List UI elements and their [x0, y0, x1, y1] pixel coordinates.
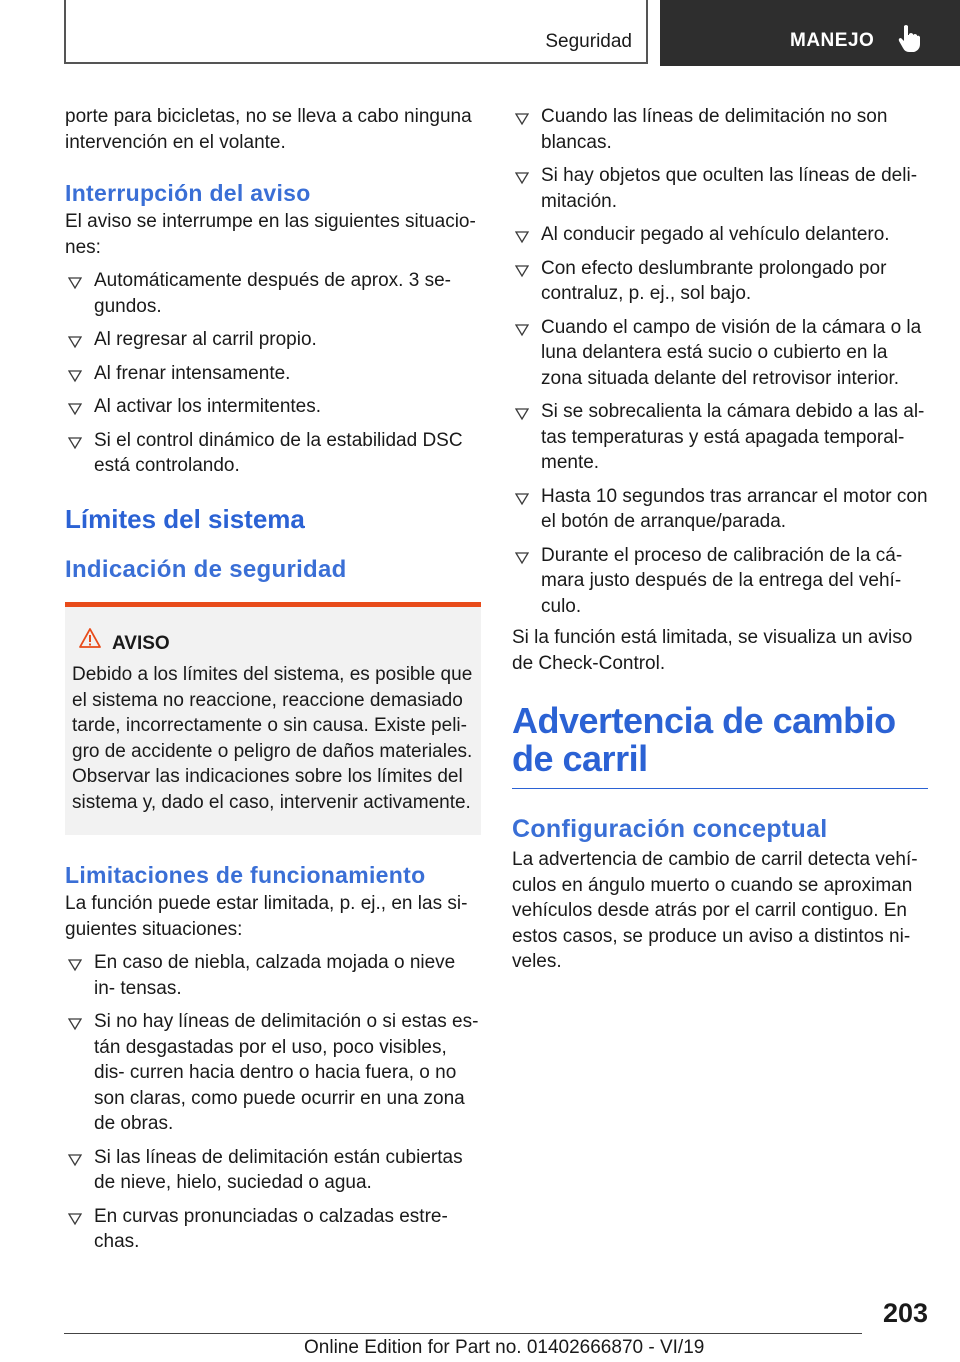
triangle-bullet-icon	[515, 226, 529, 252]
chapter-tab-label: MANEJO	[790, 30, 875, 51]
header-chapter-tab[interactable]	[660, 0, 960, 66]
limitaciones-list	[65, 950, 481, 1255]
warning-text: Debido a los límites del sistema, es posible que el sistema no reaccione, reaccione demasiado tarde, incorrectamente o sin causa. Existe peli‐ gro de accidente o peligro de daños materiales. Observar las indicaciones sobre los límites del sistema y, dado el caso, intervenir activamente.	[72, 664, 473, 813]
list-item: Si hay objetos que oculten las líneas de deli‐ mitación.	[512, 163, 928, 214]
list-item: Si el control dinámico de la estabilidad DSC está controlando.	[65, 428, 481, 479]
list-item: Durante el proceso de calibración de la cá‐ mara justo después de la entrega del vehí‐ culo.	[512, 543, 928, 620]
triangle-bullet-icon	[515, 260, 529, 286]
heading-rule	[512, 788, 928, 789]
interrupcion-list	[65, 268, 481, 479]
list-item: Si se sobrecalienta la cámara debido a las al‐ tas temperaturas y está apagada temporal‐ mente.	[512, 399, 928, 476]
triangle-bullet-icon	[68, 1149, 82, 1175]
heading-indicacion: Indicación de seguridad	[65, 555, 347, 583]
triangle-bullet-icon	[68, 398, 82, 424]
list-item: En curvas pronunciadas o calzadas estre‐ chas.	[65, 1204, 481, 1255]
list-item: Al frenar intensamente.	[65, 361, 481, 387]
triangle-bullet-icon	[68, 1208, 82, 1234]
triangle-bullet-icon	[515, 547, 529, 573]
list-item: Hasta 10 segundos tras arrancar el motor con el botón de arranque/parada.	[512, 484, 928, 535]
left-column	[65, 104, 481, 1255]
triangle-bullet-icon	[515, 108, 529, 134]
limit-note: Si la función está limitada, se visualiza un aviso de Check-Control.	[512, 627, 913, 674]
triangle-bullet-icon	[68, 272, 82, 298]
list-item: Al regresar al carril propio.	[65, 327, 481, 353]
limitaciones-text: La función puede estar limitada, p. ej., en las si‐ guientes situaciones:	[65, 893, 468, 940]
footer-rule	[64, 1333, 862, 1334]
configuracion-text: La advertencia de cambio de carril detecta vehí‐ culos en ángulo muerto o cuando se aproximan vehículos desde atrás por el carril contiguo. En estos casos, se produce un aviso a distintos ni‐ veles.	[512, 849, 918, 972]
list-item: Al activar los intermitentes.	[65, 394, 481, 420]
list-item: Cuando las líneas de delimitación no son blancas.	[512, 104, 928, 155]
list-item: Si las líneas de delimitación están cubiertas de nieve, hielo, suciedad o agua.	[65, 1145, 481, 1196]
list-item: Al conducir pegado al vehículo delantero.	[512, 222, 928, 248]
heading-interrupcion: Interrupción del aviso	[65, 180, 311, 206]
triangle-bullet-icon	[68, 1013, 82, 1039]
heading-configuracion: Configuración conceptual	[512, 815, 828, 843]
header-section-label: Seguridad	[518, 0, 648, 64]
intro-paragraph: porte para bicicletas, no se lleva a cabo ninguna intervención en el volante.	[65, 106, 472, 153]
triangle-bullet-icon	[68, 432, 82, 458]
list-item: Automáticamente después de aprox. 3 se‐ gundos.	[65, 268, 481, 319]
triangle-bullet-icon	[515, 319, 529, 345]
list-item: En caso de niebla, calzada mojada o nieve in‐ tensas.	[65, 950, 481, 1001]
page-header	[64, 0, 960, 66]
triangle-bullet-icon	[515, 403, 529, 429]
limitaciones-list-continued	[512, 104, 928, 619]
list-item: Con efecto deslumbrante prolongado por contraluz, p. ej., sol bajo.	[512, 256, 928, 307]
heading-limites: Límites del sistema	[65, 503, 305, 534]
edition-note: Online Edition for Part no. 01402666870 - VI/19	[304, 1337, 705, 1358]
triangle-bullet-icon	[515, 488, 529, 514]
heading-advertencia: Advertencia de cambio de carril	[512, 700, 896, 779]
list-item: Si no hay líneas de delimitación o si estas es‐ tán desgastadas por el uso, poco visibles, dis‐ curren hacia dentro o hacia fuera, o no son claras, como puede ocurrir en una zona de obras.	[65, 1009, 481, 1137]
triangle-bullet-icon	[515, 167, 529, 193]
warning-title: AVISO	[72, 631, 473, 657]
triangle-bullet-icon	[68, 365, 82, 391]
warning-triangle-icon	[78, 627, 102, 657]
list-item: Cuando el campo de visión de la cámara o la luna delantera está sucio o cubierto en la zona situada delante del retrovisor interior.	[512, 315, 928, 392]
heading-limitaciones: Limitaciones de funcionamiento	[65, 862, 426, 888]
right-column	[512, 104, 928, 975]
interrupcion-text: El aviso se interrumpe en las siguientes situacio‐ nes:	[65, 211, 476, 258]
warning-box	[65, 607, 481, 836]
triangle-bullet-icon	[68, 331, 82, 357]
triangle-bullet-icon	[68, 954, 82, 980]
page-number: 203	[882, 1298, 928, 1328]
hand-pointer-icon	[898, 24, 920, 58]
